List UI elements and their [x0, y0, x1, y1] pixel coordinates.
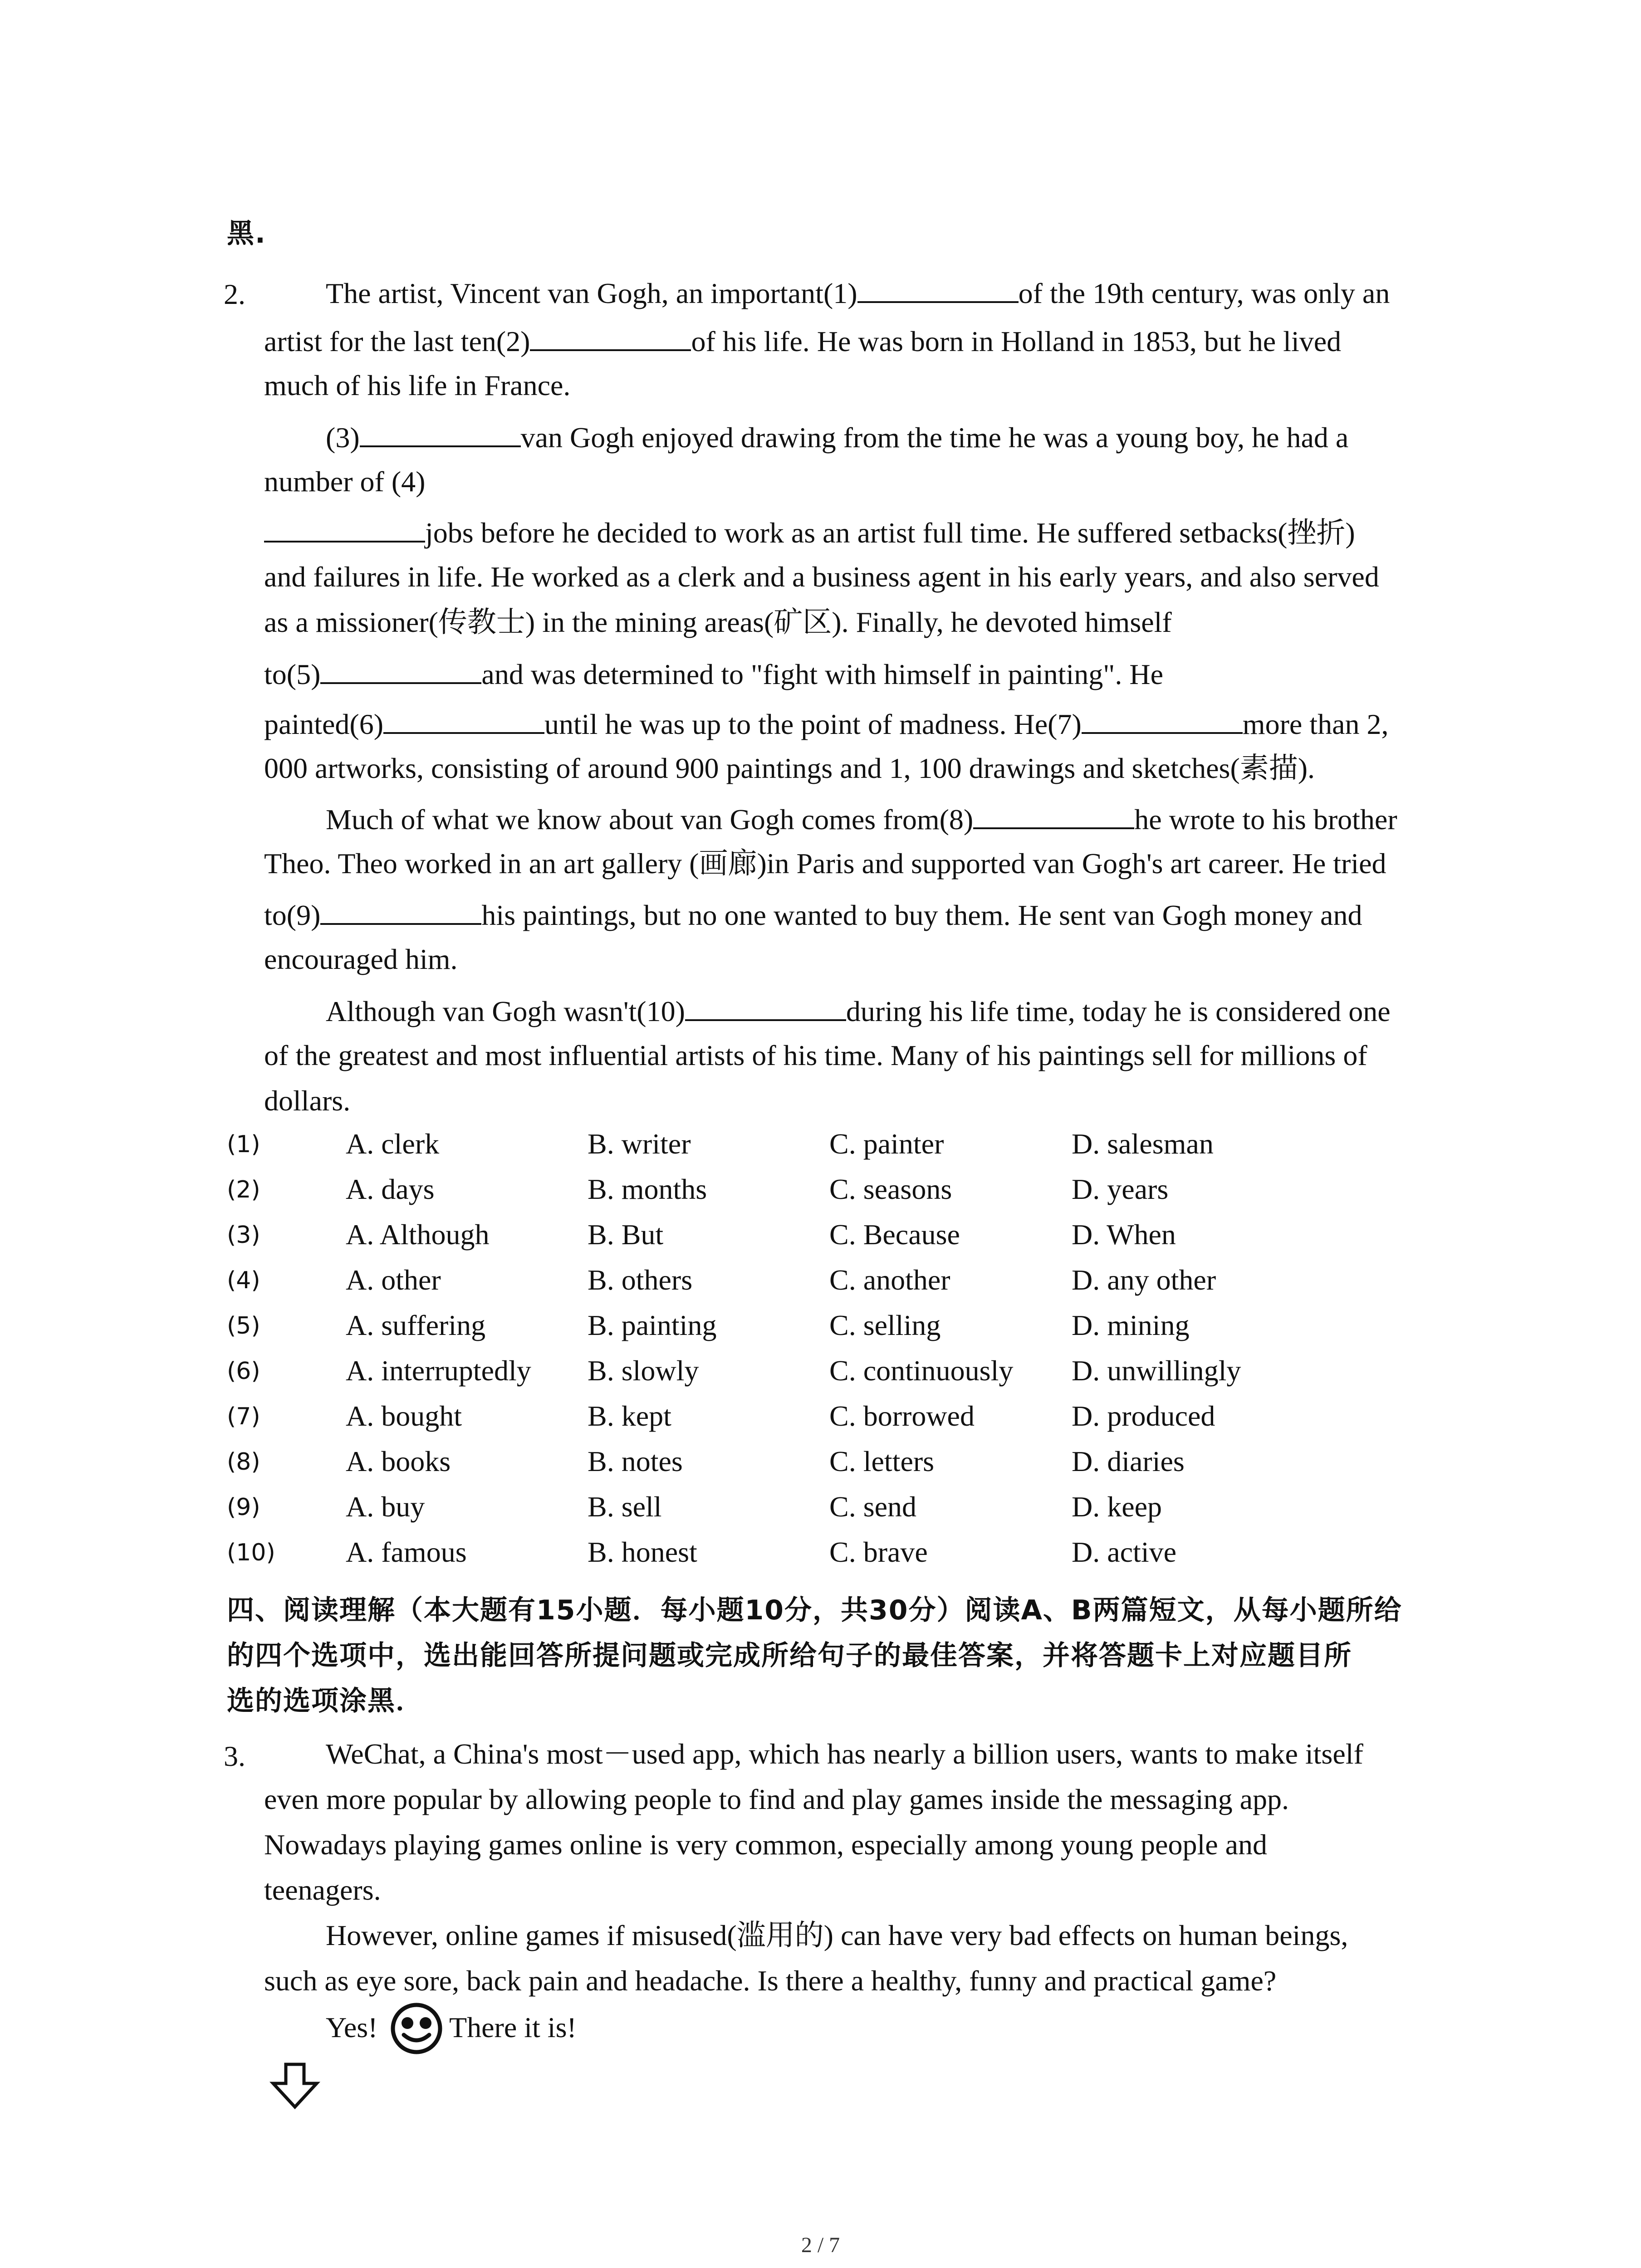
q2-text: Much of what we know about van Gogh comes from(8)	[326, 803, 974, 836]
option-number: (8)	[227, 1448, 260, 1476]
option-c[interactable]: C. painter	[829, 1128, 944, 1160]
option-c[interactable]: C. Because	[829, 1218, 960, 1251]
option-row	[227, 1399, 1452, 1445]
option-a[interactable]: A. other	[346, 1264, 441, 1296]
question-2-number: 2.	[224, 278, 245, 310]
q2-line-11	[264, 754, 1315, 783]
smiley-icon	[389, 2001, 444, 2056]
option-b[interactable]: B. painting	[588, 1309, 717, 1341]
option-c[interactable]: C. selling	[829, 1309, 941, 1341]
option-row	[227, 1173, 1452, 1218]
option-b[interactable]: B. others	[588, 1264, 693, 1296]
q2-text: encouraged him.	[264, 943, 458, 975]
q2-text: much of his life in France.	[264, 369, 571, 401]
q2-text: during his life time, today he is considered one	[846, 995, 1391, 1027]
option-c[interactable]: C. continuously	[829, 1354, 1014, 1387]
down-arrow-icon	[268, 2062, 322, 2112]
option-d[interactable]: D. active	[1072, 1536, 1176, 1568]
q3-yes-line	[326, 2013, 377, 2042]
option-b[interactable]: B. But	[588, 1218, 664, 1251]
blank-9[interactable]	[320, 899, 481, 925]
option-number: (9)	[227, 1494, 260, 1521]
blank-6[interactable]	[383, 709, 544, 734]
option-b[interactable]: B. months	[588, 1173, 707, 1205]
q2-text: Theo. Theo worked in an art gallery (画廊)in Paris and supported van Gogh's art career. He tried	[264, 847, 1386, 880]
q2-text: (3)	[326, 421, 360, 454]
q2-text: of the 19th century, was only an	[1018, 277, 1390, 309]
q3-line-1: WeChat, a China's most－used app, which has nearly a billion users, wants to make itself	[326, 1738, 1363, 1770]
q2-text: as a missioner(传教士) in the mining areas(矿区). Finally, he devoted himself	[264, 606, 1172, 638]
q2-line-18	[264, 1086, 350, 1115]
option-row	[227, 1445, 1452, 1490]
q2-line-10	[264, 709, 1388, 739]
question-3-number: 3.	[224, 1740, 245, 1772]
option-row	[227, 1309, 1452, 1354]
option-c[interactable]: C. letters	[829, 1445, 935, 1477]
option-d[interactable]: D. salesman	[1072, 1128, 1214, 1160]
q2-text: 000 artworks, consisting of around 900 paintings and 1, 100 drawings and sketches(素描).	[264, 752, 1315, 784]
q2-text: jobs before he decided to work as an artist full time. He suffered setbacks(挫折)	[425, 517, 1355, 549]
q2-text: of the greatest and most influential artists of his time. Many of his paintings sell for millions of	[264, 1039, 1367, 1071]
header-fragment: 黑.	[227, 218, 266, 249]
q2-text: to(9)	[264, 899, 321, 931]
q2-line-16	[326, 996, 1391, 1026]
q3-line-5: However, online games if misused(滥用的) can have very bad effects on human beings,	[326, 1919, 1348, 1951]
option-d[interactable]: D. keep	[1072, 1491, 1162, 1523]
option-d[interactable]: D. any other	[1072, 1264, 1216, 1296]
blank-3[interactable]	[360, 422, 521, 447]
option-c[interactable]: C. borrowed	[829, 1400, 975, 1432]
q2-line-9	[264, 659, 1163, 689]
option-b[interactable]: B. slowly	[588, 1354, 699, 1387]
q2-text: and failures in life. He worked as a clerk and a business agent in his early years, and also served	[264, 561, 1379, 593]
option-c[interactable]: C. another	[829, 1264, 950, 1296]
option-row	[227, 1127, 1452, 1173]
q2-line-13	[264, 849, 1386, 878]
q2-text: van Gogh enjoyed drawing from the time he was a young boy, he had a	[520, 421, 1349, 454]
page-number: 2 / 7	[801, 2233, 840, 2257]
q2-line-3	[264, 371, 570, 400]
q2-line-14	[264, 899, 1362, 930]
option-c[interactable]: C. send	[829, 1491, 916, 1523]
blank-1[interactable]	[857, 278, 1019, 303]
q2-line-17	[264, 1041, 1367, 1070]
option-row	[227, 1263, 1452, 1309]
option-a[interactable]: A. books	[346, 1445, 451, 1477]
q2-text: number of (4)	[264, 465, 426, 498]
option-c[interactable]: C. brave	[829, 1536, 928, 1568]
q2-text: and was determined to "fight with himself in painting". He	[481, 658, 1164, 690]
blank-2[interactable]	[530, 326, 691, 351]
blank-10[interactable]	[685, 996, 846, 1021]
option-number: (3)	[227, 1222, 260, 1249]
option-row	[227, 1218, 1452, 1263]
q3-there-line	[449, 2013, 577, 2042]
option-a[interactable]: A. clerk	[346, 1128, 440, 1160]
q2-text: painted(6)	[264, 708, 383, 740]
option-b[interactable]: B. writer	[588, 1128, 691, 1160]
option-d[interactable]: D. years	[1072, 1173, 1169, 1205]
q3-line-4: teenagers.	[264, 1874, 381, 1906]
q2-line-7	[264, 562, 1379, 591]
section-4-heading-line-3: 选的选项涂黑．	[227, 1685, 424, 1717]
option-number: (6)	[227, 1358, 260, 1385]
q2-text: he wrote to his brother	[1134, 803, 1397, 836]
option-a[interactable]: A. Although	[346, 1218, 490, 1251]
q2-line-5	[264, 467, 425, 496]
option-b[interactable]: B. notes	[588, 1445, 683, 1477]
section-4-heading-line-1: 四、阅读理解（本大题有15小题．每小题10分，共30分）阅读A、B两篇短文，从每小题所给	[227, 1594, 1402, 1626]
q2-line-4	[326, 422, 1348, 452]
q2-text: of his life. He was born in Holland in 1853, but he lived	[691, 325, 1342, 357]
option-d[interactable]: D. produced	[1072, 1400, 1215, 1432]
option-d[interactable]: D. When	[1072, 1218, 1176, 1251]
option-number: (1)	[227, 1131, 260, 1158]
option-d[interactable]: D. mining	[1072, 1309, 1190, 1341]
q2-line-1	[326, 278, 1390, 308]
q3-line-2: even more popular by allowing people to find and play games inside the messaging app.	[264, 1783, 1289, 1815]
option-row	[227, 1354, 1452, 1399]
q2-text: until he was up to the point of madness. He(7)	[544, 708, 1082, 740]
q3-line-6: such as eye sore, back pain and headache. Is there a healthy, funny and practical game?	[264, 1965, 1277, 1997]
option-d[interactable]: D. diaries	[1072, 1445, 1185, 1477]
option-a[interactable]: A. interruptedly	[346, 1354, 531, 1387]
blank-7[interactable]	[1082, 709, 1243, 734]
option-row	[227, 1490, 1452, 1535]
q2-text: artist for the last ten(2)	[264, 325, 530, 357]
option-a[interactable]: A. suffering	[346, 1309, 486, 1341]
q2-text: dollars.	[264, 1085, 351, 1117]
option-b[interactable]: B. honest	[588, 1536, 697, 1568]
option-a[interactable]: A. bought	[346, 1400, 462, 1432]
q2-line-2	[264, 326, 1341, 356]
yes-text: Yes!	[326, 2011, 378, 2043]
option-d[interactable]: D. unwillingly	[1072, 1354, 1241, 1387]
option-c[interactable]: C. seasons	[829, 1173, 952, 1205]
blank-5[interactable]	[320, 659, 481, 684]
option-b[interactable]: B. kept	[588, 1400, 671, 1432]
blank-8[interactable]	[973, 804, 1134, 829]
there-text: There it is!	[449, 2011, 577, 2043]
option-a[interactable]: A. buy	[346, 1491, 425, 1523]
q2-line-6	[264, 517, 1355, 547]
blank-4[interactable]	[264, 517, 425, 543]
option-number: (7)	[227, 1403, 260, 1430]
q2-text: his paintings, but no one wanted to buy them. He sent van Gogh money and	[481, 899, 1362, 931]
section-4-heading-line-2: 的四个选项中，选出能回答所提问题或完成所给句子的最佳答案，并将答题卡上对应题目所	[227, 1640, 1352, 1672]
q3-line-3: Nowadays playing games online is very common, especially among young people and	[264, 1828, 1268, 1861]
q2-text: more than 2,	[1242, 708, 1389, 740]
option-number: (10)	[227, 1539, 275, 1566]
option-number: (2)	[227, 1176, 260, 1203]
option-number: (4)	[227, 1267, 260, 1294]
q2-line-15	[264, 945, 458, 974]
option-number: (5)	[227, 1312, 260, 1339]
q2-text: Although van Gogh wasn't(10)	[326, 995, 685, 1027]
q2-text: to(5)	[264, 658, 321, 690]
option-a[interactable]: A. days	[346, 1173, 435, 1205]
option-a[interactable]: A. famous	[346, 1536, 467, 1568]
option-row	[227, 1535, 1452, 1581]
q2-text: The artist, Vincent van Gogh, an important(1)	[326, 277, 857, 309]
q2-line-8	[264, 608, 1172, 637]
q2-line-12	[326, 804, 1397, 834]
option-b[interactable]: B. sell	[588, 1491, 662, 1523]
